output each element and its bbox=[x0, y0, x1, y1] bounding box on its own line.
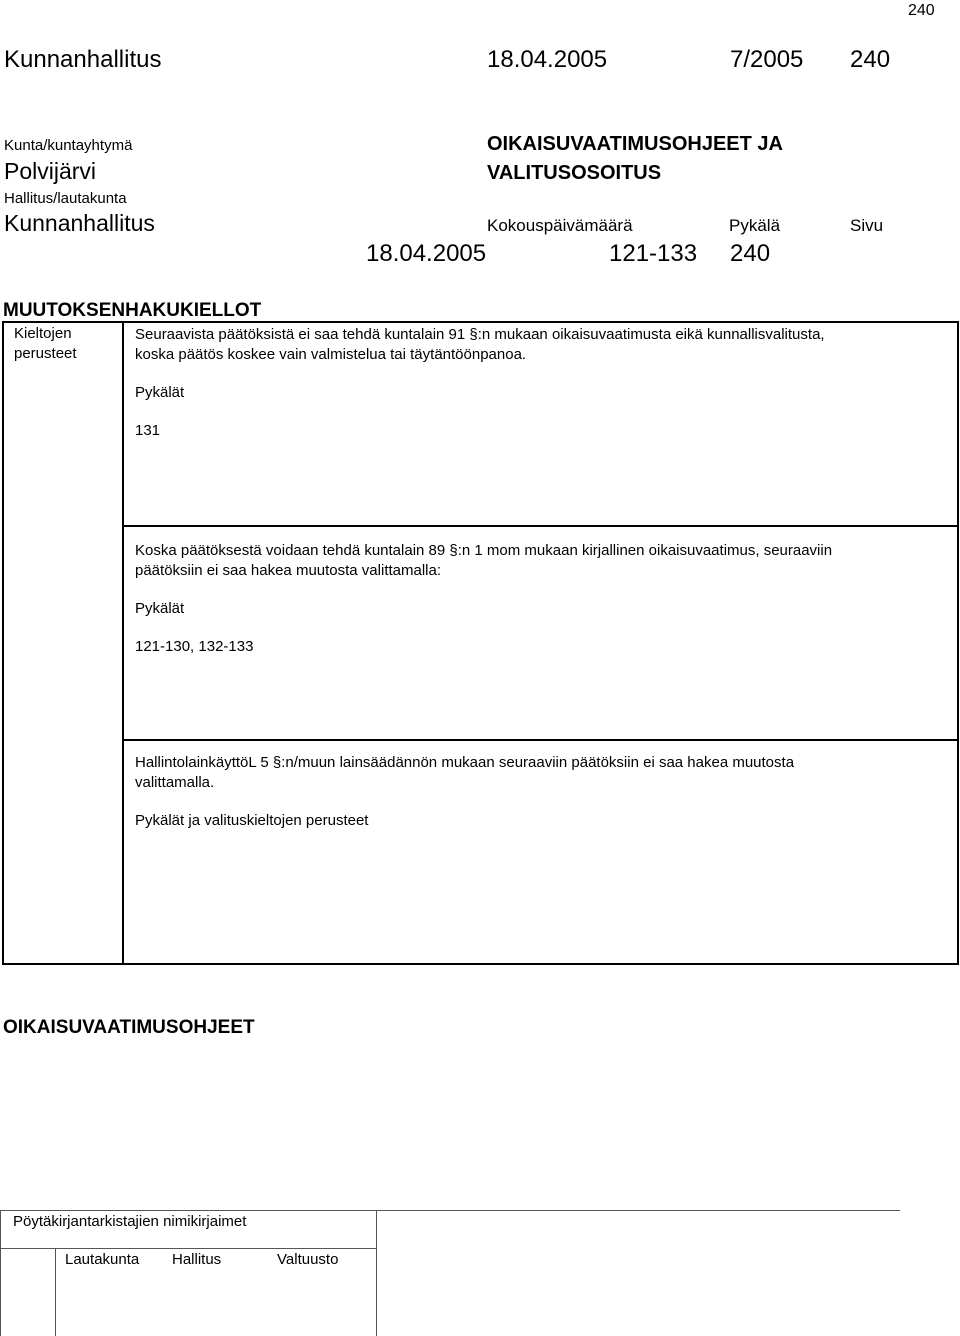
meeting-date-value: 18.04.2005 bbox=[366, 240, 487, 267]
document-title-line1: OIKAISUVAATIMUSOHJEET JA bbox=[487, 133, 783, 155]
block1-sections-value: 131 bbox=[135, 422, 161, 439]
block-divider-2 bbox=[122, 739, 959, 741]
block3-sections-label: Pykälät ja valituskieltojen perusteet bbox=[135, 812, 369, 829]
header-issue: 7/2005 bbox=[730, 46, 804, 73]
signature-col-council: Valtuusto bbox=[277, 1251, 339, 1268]
sections-value: 121-133 bbox=[609, 240, 698, 267]
page-value: 240 bbox=[730, 240, 771, 267]
appeal-ban-heading: MUUTOKSENHAKUKIELLOT bbox=[3, 300, 262, 321]
table-right-border bbox=[957, 321, 959, 965]
signature-col-executive: Hallitus bbox=[172, 1251, 222, 1268]
block1-sections-label: Pykälät bbox=[135, 384, 185, 401]
signature-title-underline bbox=[0, 1248, 377, 1249]
block3-text-line1: HallintolainkäyttöL 5 §:n/muun lainsäädännön mukaan seuraaviin päätöksiin ei saa hakea muutosta bbox=[135, 754, 795, 771]
block2-text-line1: Koska päätöksestä voidaan tehdä kuntalain 89 §:n 1 mom mukaan kirjallinen oikaisuvaatimus, seuraaviin bbox=[135, 542, 833, 559]
block2-sections-label: Pykälät bbox=[135, 600, 185, 617]
board-name: Kunnanhallitus bbox=[4, 210, 155, 236]
block3-text-line2: valittamalla. bbox=[135, 774, 215, 791]
table-left-border bbox=[2, 321, 4, 965]
board-label: Hallitus/lautakunta bbox=[4, 190, 127, 207]
header-organ: Kunnanhallitus bbox=[4, 46, 162, 73]
block1-text-line2: koska päätös koskee vain valmistelua tai täytäntöönpanoa. bbox=[135, 346, 527, 363]
signature-title: Pöytäkirjantarkistajien nimikirjaimet bbox=[13, 1213, 247, 1230]
header-date: 18.04.2005 bbox=[487, 46, 608, 73]
header-page: 240 bbox=[850, 46, 891, 73]
left-label-line1: Kieltojen bbox=[14, 325, 72, 342]
signature-cell-line-a bbox=[0, 1276, 1, 1336]
appeal-instructions-heading: OIKAISUVAATIMUSOHJEET bbox=[3, 1017, 255, 1038]
signature-cell-line-b bbox=[55, 1249, 56, 1336]
municipality-label: Kunta/kuntayhtymä bbox=[4, 137, 133, 154]
table-top-border bbox=[2, 321, 959, 323]
block2-sections-value: 121-130, 132-133 bbox=[135, 638, 254, 655]
table-column-divider bbox=[122, 321, 124, 965]
signature-top-line bbox=[0, 1210, 900, 1211]
page-label: Sivu bbox=[850, 216, 884, 235]
document-title-line2: VALITUSOSOITUS bbox=[487, 162, 662, 184]
municipality-name: Polvijärvi bbox=[4, 158, 97, 184]
signature-col-board: Lautakunta bbox=[65, 1251, 140, 1268]
left-label-line2: perusteet bbox=[14, 345, 77, 362]
block1-text-line1: Seuraavista päätöksistä ei saa tehdä kuntalain 91 §:n mukaan oikaisuvaatimusta eikä kunnallisvalitusta, bbox=[135, 326, 825, 343]
table-bottom-border bbox=[2, 963, 959, 965]
block-divider-1 bbox=[122, 525, 959, 527]
page-number-top: 240 bbox=[908, 2, 935, 19]
section-label: Pykälä bbox=[729, 216, 781, 235]
meeting-date-label: Kokouspäivämäärä bbox=[487, 216, 633, 235]
signature-right-line bbox=[376, 1210, 377, 1336]
block2-text-line2: päätöksiin ei saa hakea muutosta valittamalla: bbox=[135, 562, 442, 579]
